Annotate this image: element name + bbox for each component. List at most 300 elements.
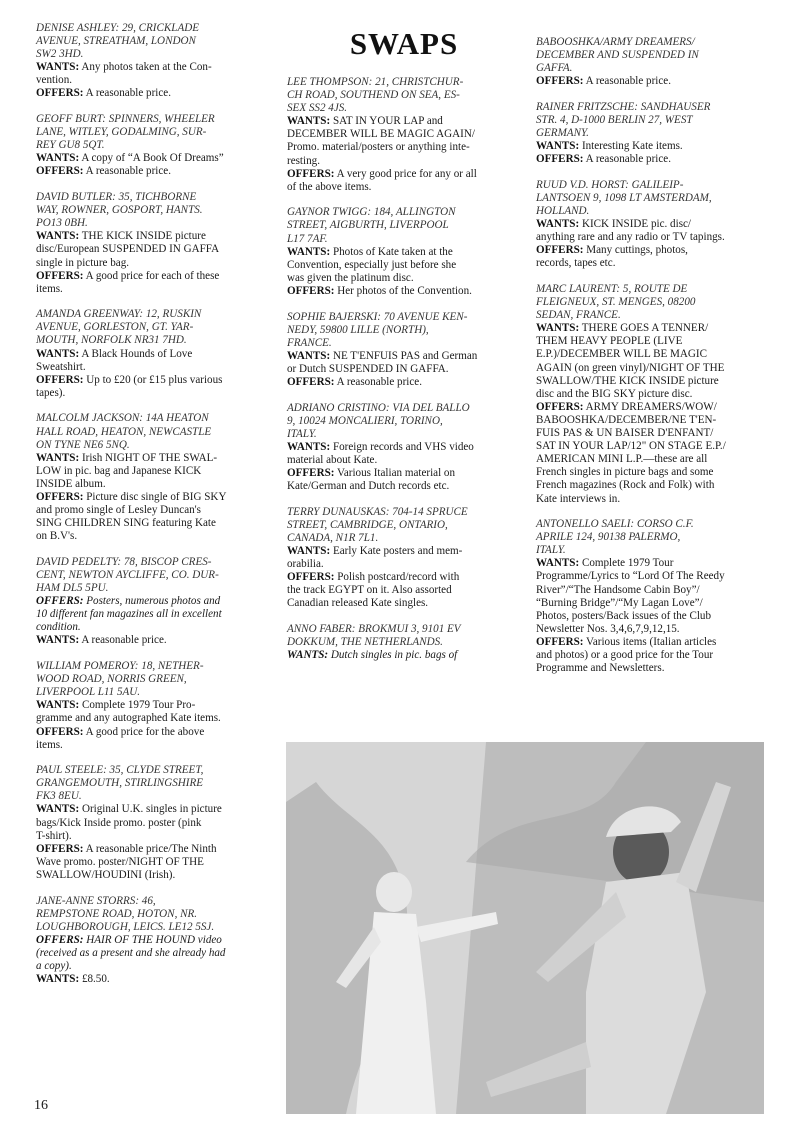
entry-text: Interesting Kate items.	[581, 140, 683, 153]
entry-address-line: DAVID PEDELTY: 78, BISCOP CRES-	[36, 555, 212, 568]
entry-address-line: ANTONELLO SAELI: CORSO C.F.	[536, 518, 694, 531]
entry-text-line	[36, 230, 272, 243]
entry-address-line: CANADA, N1R 7L1.	[287, 531, 379, 544]
entry-text: A Black Hounds of Love	[81, 347, 193, 360]
entry-text: A reasonable price.	[85, 165, 171, 178]
entry-label: WANTS:	[536, 218, 580, 231]
entry-text-line	[536, 479, 772, 492]
entry-label: WANTS:	[287, 349, 331, 362]
entry-text-line	[536, 557, 772, 570]
entry-address-line: GRANGEMOUTH, STIRLINGSHIRE	[36, 777, 204, 790]
swap-entry	[36, 308, 272, 400]
entry-text: BABOOSHKA/DECEMBER/NE T'EN-	[536, 413, 717, 426]
entry-text: THE KICK INSIDE picture	[81, 230, 206, 243]
entry-text: anything rare and any radio or TV tapings.	[536, 231, 725, 244]
entry-text-line	[36, 699, 272, 712]
entry-text: (received as a present and she already had	[36, 946, 226, 959]
entry-text: Newsletter Nos. 3,4,6,7,9,12,15.	[536, 622, 680, 635]
entry-text: Many cuttings, photos,	[586, 244, 688, 257]
entry-text: £8.50.	[81, 973, 110, 986]
entry-label: OFFERS:	[36, 725, 84, 738]
entry-text-line	[287, 454, 521, 467]
entry-text-line	[36, 726, 272, 739]
entry-text: Complete 1979 Tour	[581, 557, 674, 570]
entry-text: SING CHILDREN SING featuring Kate	[36, 517, 216, 530]
entry-text-line	[536, 649, 772, 662]
entry-label: WANTS:	[536, 140, 580, 153]
entry-text-line	[536, 375, 772, 388]
entry-text-line	[36, 608, 272, 621]
entry-text-line	[536, 466, 772, 479]
entry-label: OFFERS:	[536, 400, 584, 413]
entry-text-line	[287, 272, 521, 285]
entry-address-line: SW2 3HD.	[36, 48, 84, 61]
entry-text-line	[36, 843, 272, 856]
entry-address-line: SEDAN, FRANCE.	[536, 309, 621, 322]
entry-text-line	[536, 388, 772, 401]
entry-text-line	[36, 712, 272, 725]
swap-entry	[36, 412, 272, 543]
entry-text-line	[536, 453, 772, 466]
entry-text: Programme/Lyrics to “Lord Of The Reedy	[536, 570, 725, 583]
entry-label: WANTS:	[36, 634, 80, 647]
entry-address-line: DECEMBER AND SUSPENDED IN	[536, 49, 699, 62]
entry-text-line	[36, 530, 272, 543]
entry-text: Wave promo. poster/NIGHT OF THE	[36, 855, 204, 868]
entry-address-line: LEE THOMPSON: 21, CHRISTCHUR-	[287, 76, 464, 88]
entry-label: WANTS:	[287, 440, 331, 453]
entry-text: Kate interviews in.	[536, 492, 621, 505]
entry-text: A reasonable price.	[85, 87, 171, 100]
entry-address-line: CENT, NEWTON AYCLIFFE, CO. DUR-	[36, 568, 219, 581]
entry-address-line: STREET, CAMBRIDGE, ONTARIO,	[287, 518, 448, 531]
column-left	[36, 22, 272, 999]
entry-address-line: MOUTH, NORFOLK NR31 7HD.	[36, 334, 187, 347]
entry-text-line	[536, 231, 772, 244]
swap-entry	[287, 402, 521, 494]
entry-text-line	[287, 584, 521, 597]
entry-text-line	[536, 623, 772, 636]
entry-label: OFFERS:	[36, 373, 84, 386]
entry-text-line	[36, 634, 272, 647]
entry-text-line	[536, 636, 772, 649]
entry-text: SAT IN YOUR LAP and	[332, 115, 443, 128]
entry-address-line: APRILE 124, 90138 PALERMO,	[536, 531, 681, 544]
entry-label: OFFERS:	[36, 595, 84, 608]
entry-address-line: GAYNOR TWIGG: 184, ALLINGTON	[287, 206, 456, 219]
entry-text-line	[536, 414, 772, 427]
entry-text: disc and the BIG SKY picture disc.	[536, 387, 693, 400]
entry-text-line	[36, 387, 272, 400]
entry-address-line: AVENUE, STREATHAM, LONDON	[36, 35, 196, 48]
entry-label: OFFERS:	[36, 269, 84, 282]
entry-text: disc/European SUSPENDED IN GAFFA	[36, 243, 220, 256]
entry-label: WANTS:	[536, 322, 580, 335]
entry-text: Foreign records and VHS video	[332, 440, 474, 453]
entry-text-line	[36, 270, 272, 283]
entry-address-line: FRANCE.	[287, 336, 332, 349]
entry-text-line	[36, 947, 272, 960]
entry-address-line: FK3 8EU.	[36, 790, 82, 803]
entry-text-line	[36, 934, 272, 947]
entry-text-line	[287, 480, 521, 493]
entry-text: Photos, posters/Back issues of the Club	[536, 609, 712, 622]
entry-address-line: LANTSOEN 9, 1098 LT AMSTERDAM,	[536, 191, 712, 204]
entry-address-line: BABOOSHKA/ARMY DREAMERS/	[536, 36, 695, 48]
entry-text: A very good price for any or all	[336, 167, 477, 180]
entry-text: A reasonable price/The Ninth	[85, 842, 217, 855]
entry-text: Promo. material/posters or anything inte-	[287, 141, 470, 154]
entry-text: Posters, numerous photos and	[86, 595, 221, 608]
entry-address-line: REMPSTONE ROAD, HOTON, NR.	[36, 907, 198, 920]
entry-text: orabilia.	[287, 558, 324, 571]
entry-text: on B.V's.	[36, 530, 78, 543]
entry-label: WANTS:	[287, 115, 331, 128]
entry-text-line	[287, 441, 521, 454]
entry-address-line: MARC LAURENT: 5, ROUTE DE	[536, 283, 688, 295]
swap-entry	[36, 764, 272, 882]
entry-text-line	[36, 803, 272, 816]
entry-text-line	[36, 361, 272, 374]
entry-text: A reasonable price.	[336, 375, 422, 388]
entry-address-line: HALL ROAD, HEATON, NEWCASTLE	[36, 425, 212, 438]
entry-label: OFFERS:	[536, 635, 584, 648]
entry-text-line	[536, 662, 772, 675]
entry-address-line: LANE, WITLEY, GODALMING, SUR-	[36, 126, 207, 139]
entry-address-line: STR. 4, D-1000 BERLIN 27, WEST	[536, 113, 693, 126]
entry-text: and promo single of Lesley Duncan's	[36, 504, 201, 517]
entry-label: OFFERS:	[36, 842, 84, 855]
entry-address-line: PAUL STEELE: 35, CLYDE STREET,	[36, 764, 204, 777]
entry-text: records, tapes etc.	[536, 257, 616, 270]
entry-text-line	[536, 440, 772, 453]
entry-address-line: NEDY, 59800 LILLE (NORTH),	[287, 323, 429, 336]
swap-entry	[287, 623, 521, 662]
entry-text: items.	[36, 738, 63, 751]
entry-text: resting.	[287, 154, 320, 167]
entry-text: items.	[36, 282, 63, 295]
entry-text-line	[536, 348, 772, 361]
entry-text-line	[36, 595, 272, 608]
entry-text-line	[287, 350, 521, 363]
entry-text-line	[36, 960, 272, 973]
entry-text-line	[536, 610, 772, 623]
entry-text-line	[36, 61, 272, 74]
entry-text-line	[536, 140, 772, 153]
swap-entry	[287, 206, 521, 298]
entry-text-line	[287, 168, 521, 181]
entry-text: Irish NIGHT OF THE SWAL-	[81, 451, 218, 464]
entry-address-line: HOLLAND.	[536, 205, 590, 218]
entry-text-line	[536, 493, 772, 506]
entry-text-line	[536, 257, 772, 270]
entry-text: THEM HEAVY PEOPLE (LIVE	[536, 335, 683, 348]
entry-address-line: SEX SS2 4JS.	[287, 102, 348, 115]
entry-text: vention.	[36, 74, 73, 87]
entry-text: T-shirt).	[36, 829, 72, 842]
entry-text-line	[287, 376, 521, 389]
entry-address-line: JANE-ANNE STORRS: 46,	[36, 894, 156, 907]
entry-label: OFFERS:	[287, 167, 335, 180]
entry-text-line	[287, 571, 521, 584]
entry-text: River”/“The Handsome Cabin Boy”/	[536, 583, 700, 596]
entry-text: Her photos of the Convention.	[337, 284, 472, 297]
entry-text-line	[536, 244, 772, 257]
entry-text: or Dutch SUSPENDED IN GAFFA.	[287, 362, 449, 375]
entry-text: Kate/German and Dutch records etc.	[287, 480, 450, 493]
entry-text-line	[287, 141, 521, 154]
entry-text-line	[36, 869, 272, 882]
dancers-photo	[286, 742, 764, 1114]
entry-text: DECEMBER WILL BE MAGIC AGAIN/	[287, 128, 475, 141]
entry-label: WANTS:	[536, 557, 580, 570]
entry-text: Programme and Newsletters.	[536, 662, 665, 675]
entry-text-line	[36, 504, 272, 517]
entry-text: A reasonable price.	[81, 634, 167, 647]
entry-address-line: WOOD ROAD, NORRIS GREEN,	[36, 673, 187, 686]
entry-address-line: GAFFA.	[536, 62, 573, 75]
entry-text: HAIR OF THE HOUND video	[86, 933, 222, 946]
swap-entry	[536, 283, 772, 506]
entry-label: OFFERS:	[36, 933, 84, 946]
entry-address-line: AVENUE, GORLESTON, GT. YAR-	[36, 321, 194, 334]
entry-address-line: CH ROAD, SOUTHEND ON SEA, ES-	[287, 89, 460, 102]
entry-text: KICK INSIDE pic. disc/	[581, 218, 692, 231]
entry-text: bags/Kick Inside promo. poster (pink	[36, 816, 202, 829]
entry-text: SWALLOW/THE KICK INSIDE picture	[536, 374, 719, 387]
entry-text: Up to £20 (or £15 plus various	[86, 373, 223, 386]
swap-entry	[287, 506, 521, 611]
entry-text: Early Kate posters and mem-	[332, 545, 463, 557]
entry-address-line: DOKKUM, THE NETHERLANDS.	[287, 636, 443, 649]
entry-text-line	[36, 973, 272, 986]
entry-text: and photos) or a good price for the Tour	[536, 649, 714, 662]
entry-text-line	[287, 597, 521, 610]
entry-label: OFFERS:	[287, 571, 335, 584]
entry-text-line	[36, 283, 272, 296]
entry-text-line	[36, 465, 272, 478]
entry-text-line	[536, 335, 772, 348]
entry-address-line: 9, 10024 MONCALIERI, TORINO,	[287, 414, 443, 427]
entry-address-line: REY GU8 5QT.	[36, 139, 105, 152]
entry-text: A good price for each of these	[85, 269, 220, 282]
entry-address-line: L17 7AF.	[287, 232, 328, 245]
entry-text: A copy of “A Book Of Dreams”	[81, 152, 224, 165]
entry-text: Dutch singles in pic. bags of	[330, 649, 458, 662]
entry-text-line	[536, 322, 772, 335]
entry-text: Photos of Kate taken at the	[332, 245, 453, 258]
entry-address-line: MALCOLM JACKSON: 14A HEATON	[36, 412, 209, 425]
entry-text-line	[287, 115, 521, 128]
entry-address-line: ANNO FABER: BROKMUI 3, 9101 EV	[287, 622, 461, 635]
entry-text: ARMY DREAMERS/WOW/	[585, 400, 717, 413]
entry-text: Complete 1979 Tour Pro-	[81, 699, 196, 712]
entry-text-line	[287, 558, 521, 571]
entry-address-line: ADRIANO CRISTINO: VIA DEL BALLO	[287, 401, 470, 414]
entry-text-line	[36, 830, 272, 843]
entry-text: of the above items.	[287, 180, 372, 193]
swap-entry	[536, 179, 772, 271]
entry-address-line: WAY, ROWNER, GOSPORT, HANTS.	[36, 204, 203, 217]
entry-text: Picture disc single of BIG SKY	[86, 491, 227, 503]
entry-text: material about Kate.	[287, 453, 378, 466]
entry-text: Polish postcard/record with	[337, 571, 460, 584]
entry-address-line: STREET, AIGBURTH, LIVERPOOL	[287, 219, 449, 232]
entry-text-line	[536, 362, 772, 375]
entry-text: E.P.)/DECEMBER WILL BE MAGIC	[536, 348, 708, 361]
entry-label: WANTS:	[36, 973, 80, 986]
entry-text: AGAIN (on green vinyl)/NIGHT OF THE	[536, 361, 725, 374]
entry-address-line: LIVERPOOL L11 5AU.	[36, 686, 141, 699]
entry-text-line	[287, 155, 521, 168]
entry-address-line: GEOFF BURT: SPINNERS, WHEELER	[36, 113, 215, 126]
entry-label: WANTS:	[36, 803, 80, 816]
entry-text: LOW in pic. bag and Japanese KICK	[36, 464, 202, 477]
swap-entry	[536, 101, 772, 166]
entry-address-line: ITALY.	[536, 544, 566, 557]
swap-entry	[287, 76, 521, 194]
entry-text-line	[36, 478, 272, 491]
entry-label: WANTS:	[287, 545, 331, 557]
entry-text: was given the platinum disc.	[287, 271, 414, 284]
entry-text: Convention, especially just before she	[287, 258, 457, 271]
entry-text-line	[536, 218, 772, 231]
entry-address-line: GERMANY.	[536, 127, 589, 140]
entry-text-line	[287, 246, 521, 259]
entry-label: OFFERS:	[36, 491, 84, 503]
entry-text-line	[536, 401, 772, 414]
entry-text-line	[36, 517, 272, 530]
entry-text-line	[36, 856, 272, 869]
entry-label: OFFERS:	[536, 153, 584, 166]
entry-address-line: FLEIGNEUX, ST. MENGES, 08200	[536, 296, 696, 309]
entry-address-line: RAINER FRITZSCHE: SANDHAUSER	[536, 100, 711, 113]
swap-entry	[287, 311, 521, 390]
entry-text-line	[36, 374, 272, 387]
column-middle	[287, 76, 521, 675]
entry-text-line	[36, 165, 272, 178]
swap-entry	[36, 191, 272, 296]
swap-entry	[36, 556, 272, 648]
entry-text-line	[287, 467, 521, 480]
entry-label: OFFERS:	[287, 375, 335, 388]
entry-text: A good price for the above	[85, 725, 205, 738]
entry-text-line	[36, 243, 272, 256]
entry-text: Various Italian material on	[337, 467, 456, 480]
column-right	[536, 36, 772, 688]
swap-entry	[36, 22, 272, 101]
swap-entry	[36, 660, 272, 752]
entry-text-line	[36, 817, 272, 830]
entry-label: OFFERS:	[287, 284, 335, 297]
entry-text: gramme and any autographed Kate items.	[36, 712, 221, 725]
swap-entry	[536, 518, 772, 675]
entry-text: French singles in picture bags and some	[536, 466, 714, 479]
entry-label: OFFERS:	[36, 165, 84, 178]
entry-text: THERE GOES A TENNER/	[581, 322, 709, 335]
entry-text: single in picture bag.	[36, 256, 130, 269]
entry-text: INSIDE album.	[36, 477, 106, 490]
entry-address-line: WILLIAM POMEROY: 18, NETHER-	[36, 660, 204, 673]
entry-text-line	[36, 87, 272, 100]
entry-label: OFFERS:	[536, 75, 584, 88]
entry-text-line	[36, 152, 272, 165]
entry-text: NE T'ENFUIS PAS and German	[332, 349, 478, 362]
entry-label: OFFERS:	[36, 87, 84, 100]
entry-address-line: DAVID BUTLER: 35, TICHBORNE	[36, 191, 197, 204]
entry-text-line	[287, 259, 521, 272]
entry-text: a copy).	[36, 960, 72, 972]
entry-address-line: ON TYNE NE6 5NQ.	[36, 438, 130, 451]
entry-label: WANTS:	[287, 649, 329, 662]
entry-text-line	[287, 128, 521, 141]
page-title: SWAPS	[349, 26, 459, 61]
entry-label: OFFERS:	[287, 467, 335, 480]
entry-text: FUIS PAS & UN BAISER D'ENFANT/	[536, 427, 714, 440]
entry-label: WANTS:	[36, 347, 80, 360]
entry-text: Any photos taken at the Con-	[81, 61, 212, 74]
entry-text-line	[536, 584, 772, 597]
entry-address-line: ITALY.	[287, 427, 317, 440]
swap-entry	[36, 113, 272, 178]
entry-address-line: RUUD V.D. HORST: GALILEIP-	[536, 178, 684, 191]
entry-text: “Burning Bridge”/“My Lagan Love”/	[536, 596, 703, 609]
entry-text: AMERICAN MINI L.P.—these are all	[536, 453, 708, 466]
entry-address-line: LOUGHBOROUGH, LEICS. LE12 5SJ.	[36, 920, 215, 933]
entry-text-line	[536, 570, 772, 583]
page-number: 16	[34, 1098, 48, 1113]
entry-address-line: DENISE ASHLEY: 29, CRICKLADE	[36, 22, 200, 34]
entry-address-line: AMANDA GREENWAY: 12, RUSKIN	[36, 308, 202, 321]
entry-text: SAT IN YOUR LAP/12" ON STAGE E.P./	[536, 440, 726, 453]
entry-text: Various items (Italian articles	[586, 635, 717, 648]
entry-label: WANTS:	[36, 699, 80, 712]
swap-entry	[536, 36, 772, 88]
entry-text-line	[36, 452, 272, 465]
entry-text: SWALLOW/HOUDINI (Irish).	[36, 868, 176, 881]
entry-text-line	[287, 181, 521, 194]
entry-label: OFFERS:	[536, 244, 584, 257]
entry-address-line: PO13 0BH.	[36, 217, 88, 230]
entry-text-line	[536, 75, 772, 88]
entry-address-line: TERRY DUNAUSKAS: 704-14 SPRUCE	[287, 505, 468, 518]
entry-label: WANTS:	[36, 61, 80, 74]
entry-text: 10 different fan magazines all in excellent	[36, 608, 222, 621]
entry-text-line	[287, 649, 521, 662]
entry-text-line	[36, 74, 272, 87]
entry-text: Sweatshirt.	[36, 360, 86, 373]
entry-text: condition.	[36, 621, 81, 634]
entry-text-line	[36, 257, 272, 270]
entry-text-line	[287, 545, 521, 558]
entry-text-line	[536, 153, 772, 166]
entry-text-line	[287, 363, 521, 376]
entry-text-line	[36, 348, 272, 361]
entry-text: Canadian released Kate singles.	[287, 597, 429, 610]
entry-text: French magazines (Rock and Folk) with	[536, 479, 715, 492]
entry-text-line	[536, 427, 772, 440]
entry-text-line	[36, 621, 272, 634]
entry-text-line	[36, 739, 272, 752]
entry-text-line	[536, 597, 772, 610]
swap-entry	[36, 895, 272, 987]
entry-address-line: HAM DL5 5PU.	[36, 582, 109, 595]
entry-label: WANTS:	[36, 230, 80, 243]
entry-text: the track EGYPT on it. Also assorted	[287, 584, 452, 597]
entry-text: tapes).	[36, 386, 66, 399]
entry-text-line	[36, 491, 272, 504]
entry-label: WANTS:	[287, 245, 331, 258]
